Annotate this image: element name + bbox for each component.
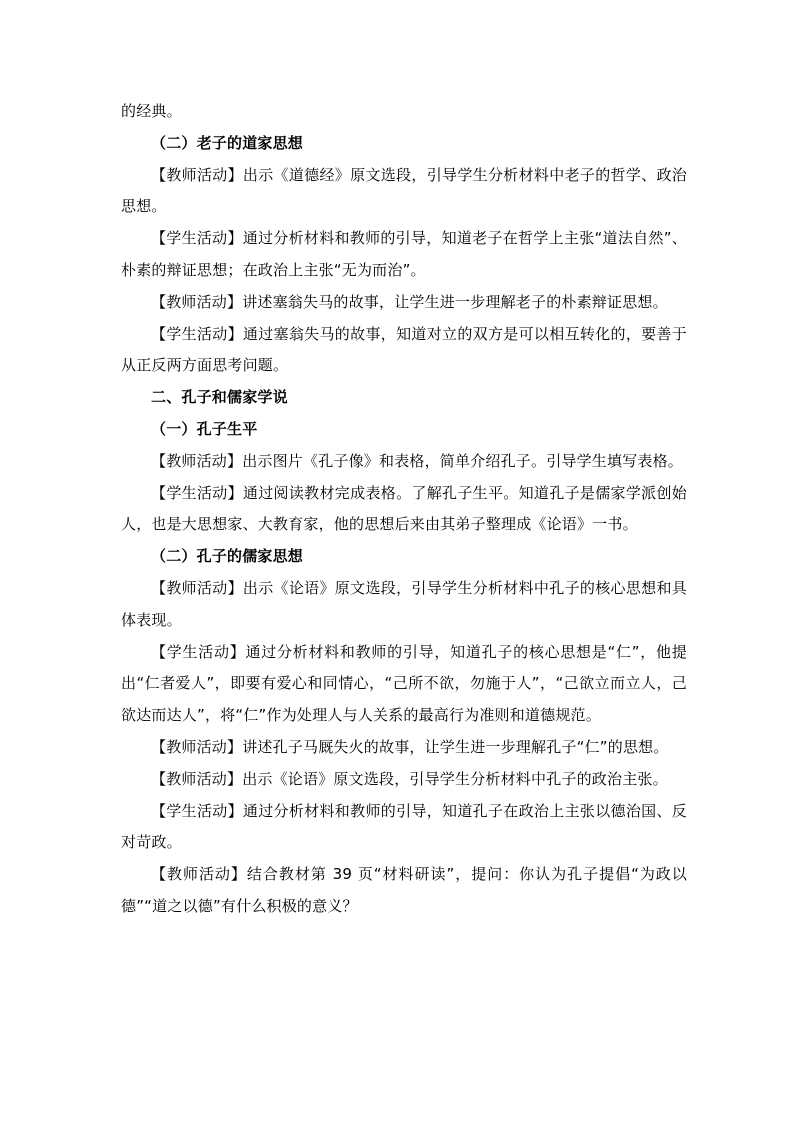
section-heading: （二）孔子的儒家思想 — [151, 547, 304, 566]
paragraph: 的经典。 — [121, 102, 182, 120]
paragraph: 【教师活动】讲述塞翁失马的故事，让学生进一步理解老子的朴素辩证思想。 — [151, 292, 668, 311]
paragraph: 【教师活动】出示《论语》原文选段，引导学生分析材料中孔子的政治主张。 — [151, 769, 668, 788]
paragraph: 【学生活动】通过阅读教材完成表格。了解孔子生平。知道孔子是儒家学派创始人，也是大思想家、大教育家，他的思想后来由其弟子整理成《论语》一书。 — [121, 483, 687, 534]
paragraph: 【学生活动】通过分析材料和教师的引导，知道孔子在政治上主张以德治国、反对苛政。 — [121, 801, 687, 852]
paragraph: 【教师活动】出示《论语》原文选段，引导学生分析材料中孔子的核心思想和具体表现。 — [121, 578, 687, 629]
document-body — [121, 96, 687, 923]
section-heading: 二、孔子和儒家学说 — [151, 388, 288, 407]
section-heading: （一）孔子生平 — [151, 419, 258, 438]
paragraph: 【教师活动】结合教材第 39 页“材料研读”，提问：你认为孔子提倡“为政以德”“道之以德”有什么积极的意义？ — [121, 865, 687, 915]
paragraph: 【教师活动】出示图片《孔子像》和表格，简单介绍孔子。引导学生填写表格。 — [151, 451, 684, 470]
paragraph: 【学生活动】通过塞翁失马的故事，知道对立的双方是可以相互转化的，要善于从正反两方面思考问题。 — [121, 324, 687, 375]
section-heading: （二）老子的道家思想 — [151, 133, 304, 152]
paragraph: 【教师活动】出示《道德经》原文选段，引导学生分析材料中老子的哲学、政治思想。 — [121, 165, 687, 216]
paragraph: 【教师活动】讲述孔子马厩失火的故事，让学生进一步理解孔子“仁”的思想。 — [151, 737, 669, 756]
paragraph: 【学生活动】通过分析材料和教师的引导，知道老子在哲学上主张“道法自然”、朴素的辩证思想；在政治上主张“无为而治”。 — [121, 229, 687, 279]
paragraph: 【学生活动】通过分析材料和教师的引导，知道孔子的核心思想是“仁”，他提出“仁者爱人”，即要有爱心和同情心，“己所不欲，勿施于人”，“己欲立而立人，己欲达而达人”，将“仁”作为处理人与人关系的最高行为准则和道德规范。 — [121, 642, 687, 725]
